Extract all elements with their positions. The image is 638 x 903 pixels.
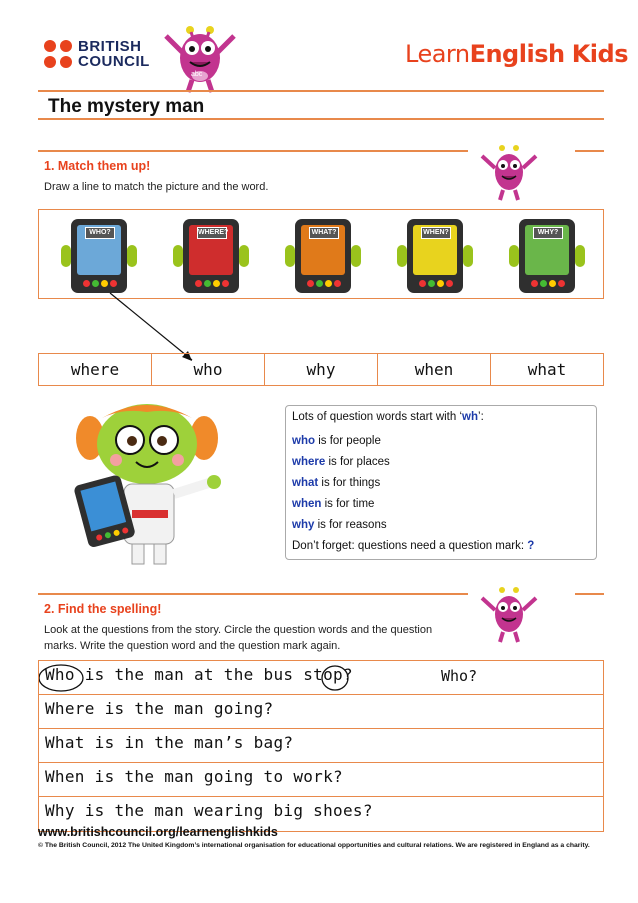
word-cell[interactable]: who: [152, 354, 265, 385]
question-text: Where is the man going?: [45, 699, 274, 718]
footer-url[interactable]: www.britishcouncil.org/learnenglishkids: [38, 825, 278, 839]
picture-label: WHAT?: [309, 227, 339, 239]
section2-rule: [38, 593, 468, 595]
word-cell[interactable]: why: [265, 354, 378, 385]
question-text: Why is the man wearing big shoes?: [45, 801, 373, 820]
question-row[interactable]: [39, 763, 603, 797]
tip-box: [285, 405, 597, 560]
brand-english: English: [469, 40, 565, 68]
tip-line-when: when is for time: [292, 498, 375, 510]
questions-table: [38, 660, 604, 832]
picture-label: WHEN?: [421, 227, 451, 239]
section1-instruction: Draw a line to match the picture and the word.: [44, 181, 269, 193]
mascot-badge: abc: [191, 71, 203, 78]
brand-kids: Kids: [571, 40, 628, 68]
circle-marks: [39, 661, 359, 695]
word-row: [38, 353, 604, 386]
word-cell[interactable]: when: [378, 354, 491, 385]
picture-label: WHY?: [533, 227, 563, 239]
word-cell[interactable]: what: [527, 360, 567, 379]
question-text: When is the man going to work?: [45, 767, 343, 786]
question-row[interactable]: [39, 661, 603, 695]
mascot-small-icon: [478, 580, 540, 644]
picture-label: WHERE?: [197, 227, 227, 239]
footer-copyright: © The British Council, 2012 The United Kingdom’s international organisation for educational opportunities and cultural relations. We are registered in England as a charity.: [38, 842, 590, 849]
brand-learn: Learn: [405, 40, 470, 68]
tip-line-who: who is for people: [292, 435, 381, 447]
question-row[interactable]: [39, 695, 603, 729]
question-text: What is in the man’s bag?: [45, 733, 294, 752]
question-row[interactable]: [39, 729, 603, 763]
question-text: Who is the man at the bus stop?: [45, 665, 353, 684]
picture-label: WHO?: [85, 227, 115, 239]
tip-line-where: where is for places: [292, 456, 390, 468]
tip-line-why: why is for reasons: [292, 519, 387, 531]
section1-heading: 1. Match them up!: [44, 159, 151, 173]
girl-character-icon: [62, 398, 232, 568]
section2-heading: 2. Find the spelling!: [44, 602, 162, 616]
tip-intro: Lots of question words start with ‘wh’:: [292, 411, 484, 423]
page-title: The mystery man: [48, 96, 205, 117]
logo-text-line2: COUNCIL: [78, 53, 150, 70]
tip-line-what: what is for things: [292, 477, 381, 489]
answer-field[interactable]: Who?: [441, 667, 478, 685]
logo-text-line1: BRITISH: [78, 38, 142, 55]
tip-reminder: Don’t forget: questions need a question mark: ?: [292, 540, 535, 552]
word-cell[interactable]: where: [39, 354, 152, 385]
section2-instruction: Look at the questions from the story. Circle the question words and the question marks. Write the question word and the question mark again.: [44, 624, 433, 652]
example-match-arrow: [0, 0, 638, 400]
